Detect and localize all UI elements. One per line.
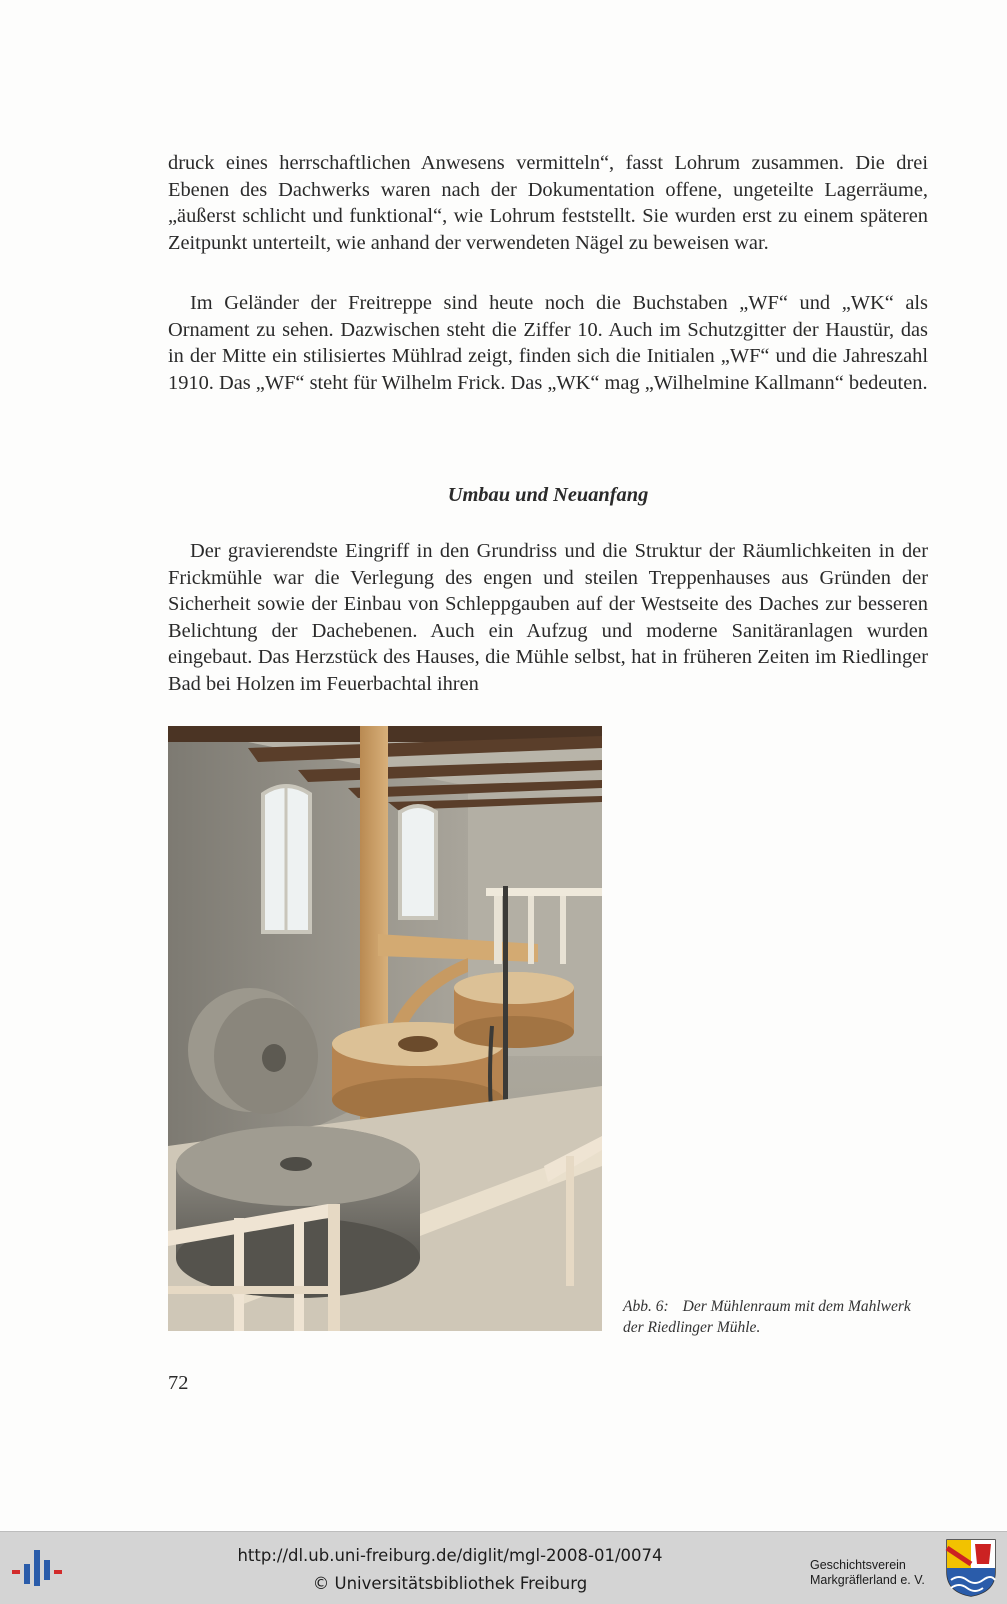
society-name (810, 1558, 940, 1588)
section-heading: Umbau und Neuanfang (447, 484, 649, 506)
page-number: 72 (168, 1372, 189, 1394)
paragraph-3-text: Der gravierendste Eingriff in den Grundriss und die Struktur der Räumlichkeiten in der Frickmühle war die Verlegung des engen und steilen Treppenhauses aus Gründen der Sicherheit sowie der Einbau von Schleppgauben auf der Westseite des Daches zur besseren Belichtung der Dachebenen. Auch ein Aufzug und moderne Sanitäranlagen wurden eingebaut. Das Herzstück des Hauses, die Mühle selbst, hat in früheren Zeiten im Riedlinger Bad bei Holzen im Feuerbachtal ihren (168, 540, 928, 695)
figure-caption (623, 1297, 923, 1338)
footer-copyright: © Universitätsbibliothek Freiburg (312, 1574, 588, 1593)
footer-bar (0, 1531, 1007, 1604)
paragraph-2 (168, 290, 928, 396)
paragraph-1: druck eines herrschaftlichen Anwesens vermitteln“, fasst Lohrum zusammen. Die drei Ebenen des Dachwerks waren nach der Dokumentation offene, ungeteilte Lagerräume, „äußerst schlicht und funktional“, wie Lohrum feststellt. Sie wurden erst zu einem späteren Zeitpunkt unterteilt, wie anhand der verwendeten Nägel zu beweisen war. (168, 152, 928, 254)
paragraph-3 (168, 538, 928, 698)
mill-room-illustration (168, 726, 602, 1331)
society-line-2: Markgräflerland e. V. (810, 1573, 925, 1587)
footer-url-link[interactable]: http://dl.ub.uni-freiburg.de/diglit/mgl-2008-01/0074 (237, 1546, 663, 1565)
society-line-1: Geschichtsverein (810, 1558, 906, 1572)
mill-room-photo (168, 726, 602, 1331)
paragraph-2-text: Im Geländer der Freitreppe sind heute noch die Buchstaben „WF“ und „WK“ als Ornament zu sehen. Dazwischen steht die Ziffer 10. Auch im Schutzgitter der Haustür, das in der Mitte ein stilisiertes Mühlrad zeigt, finden sich die Initialen „WF“ und die Jahreszahl 1910. Das „WF“ steht für Wilhelm Frick. Das „WK“ mag „Wilhelmine Kallmann“ bedeuten. (168, 292, 928, 394)
ub-freiburg-logo-icon (10, 1546, 66, 1590)
figure-label: Abb. 6: (623, 1298, 669, 1315)
figure-caption-text: Der Mühlenraum mit dem Mahlwerk der Riedlinger Mühle. (623, 1298, 911, 1336)
coat-of-arms-icon (945, 1538, 997, 1598)
